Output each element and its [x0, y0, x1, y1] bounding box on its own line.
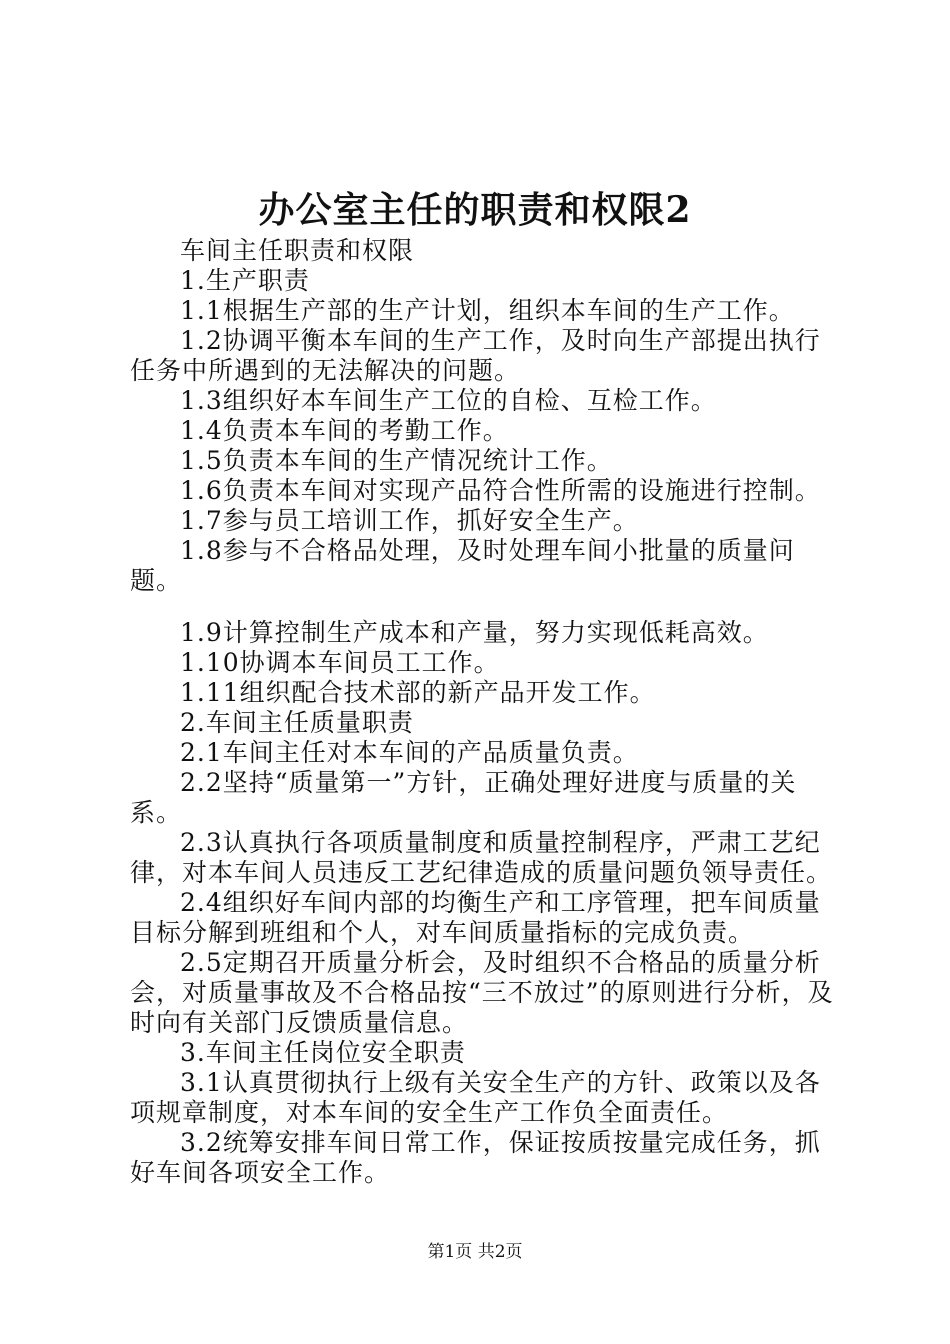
- paragraph: 1.2协调平衡本车间的生产工作，及时向生产部提出执行任务中所遇到的无法解决的问题。: [130, 326, 821, 385]
- paragraph: 2.5定期召开质量分析会，及时组织不合格品的质量分析会，对质量事故及不合格品按“三不放过”的原则进行分析，及时向有关部门反馈质量信息。: [130, 948, 834, 1037]
- document-body: [130, 236, 840, 1188]
- paragraph: 1.7参与员工培训工作，抓好安全生产。: [180, 506, 639, 535]
- paragraph: 2.4组织好车间内部的均衡生产和工序管理，把车间质量目标分解到班组和个人，对车间质量指标的完成负责。: [130, 888, 821, 947]
- paragraph: 1.5负责本车间的生产情况统计工作。: [180, 446, 613, 475]
- document-title: 办公室主任的职责和权限2: [258, 189, 692, 231]
- paragraph: 1.4负责本车间的考勤工作。: [180, 416, 509, 445]
- paragraph: 1.生产职责: [180, 266, 310, 295]
- paragraph: 1.10协调本车间员工工作。: [180, 648, 500, 677]
- paragraph: 1.6负责本车间对实现产品符合性所需的设施进行控制。: [180, 476, 821, 505]
- section-heading: 2.车间主任质量职责: [180, 708, 414, 737]
- paragraph: 1.3组织好本车间生产工位的自检、互检工作。: [180, 386, 717, 415]
- paragraph: 2.1车间主任对本车间的产品质量负责。: [180, 738, 639, 767]
- paragraph: 1.9计算控制生产成本和产量，努力实现低耗高效。: [180, 618, 769, 647]
- paragraph: 车间主任职责和权限: [180, 236, 415, 265]
- paragraph: 1.1根据生产部的生产计划，组织本车间的生产工作。: [180, 296, 795, 325]
- paragraph: 3.2统筹安排车间日常工作，保证按质按量完成任务，抓好车间各项安全工作。: [130, 1128, 821, 1187]
- paragraph: 2.3认真执行各项质量制度和质量控制程序，严肃工艺纪律，对本车间人员违反工艺纪律造成的质量问题负领导责任。: [130, 828, 833, 887]
- paragraph-gap: [130, 596, 840, 618]
- paragraph: 3.1认真贯彻执行上级有关安全生产的方针、政策以及各项规章制度，对本车间的安全生产工作负全面责任。: [130, 1068, 821, 1127]
- paragraph: 2.2坚持“质量第一”方针，正确处理好进度与质量的关系。: [130, 768, 797, 827]
- page-number-footer: 第1页 共2页: [427, 1242, 523, 1262]
- paragraph: 1.11组织配合技术部的新产品开发工作。: [180, 678, 656, 707]
- section-heading: 3.车间主任岗位安全职责: [180, 1038, 466, 1067]
- paragraph: 1.8参与不合格品处理，及时处理车间小批量的质量问题。: [130, 536, 795, 595]
